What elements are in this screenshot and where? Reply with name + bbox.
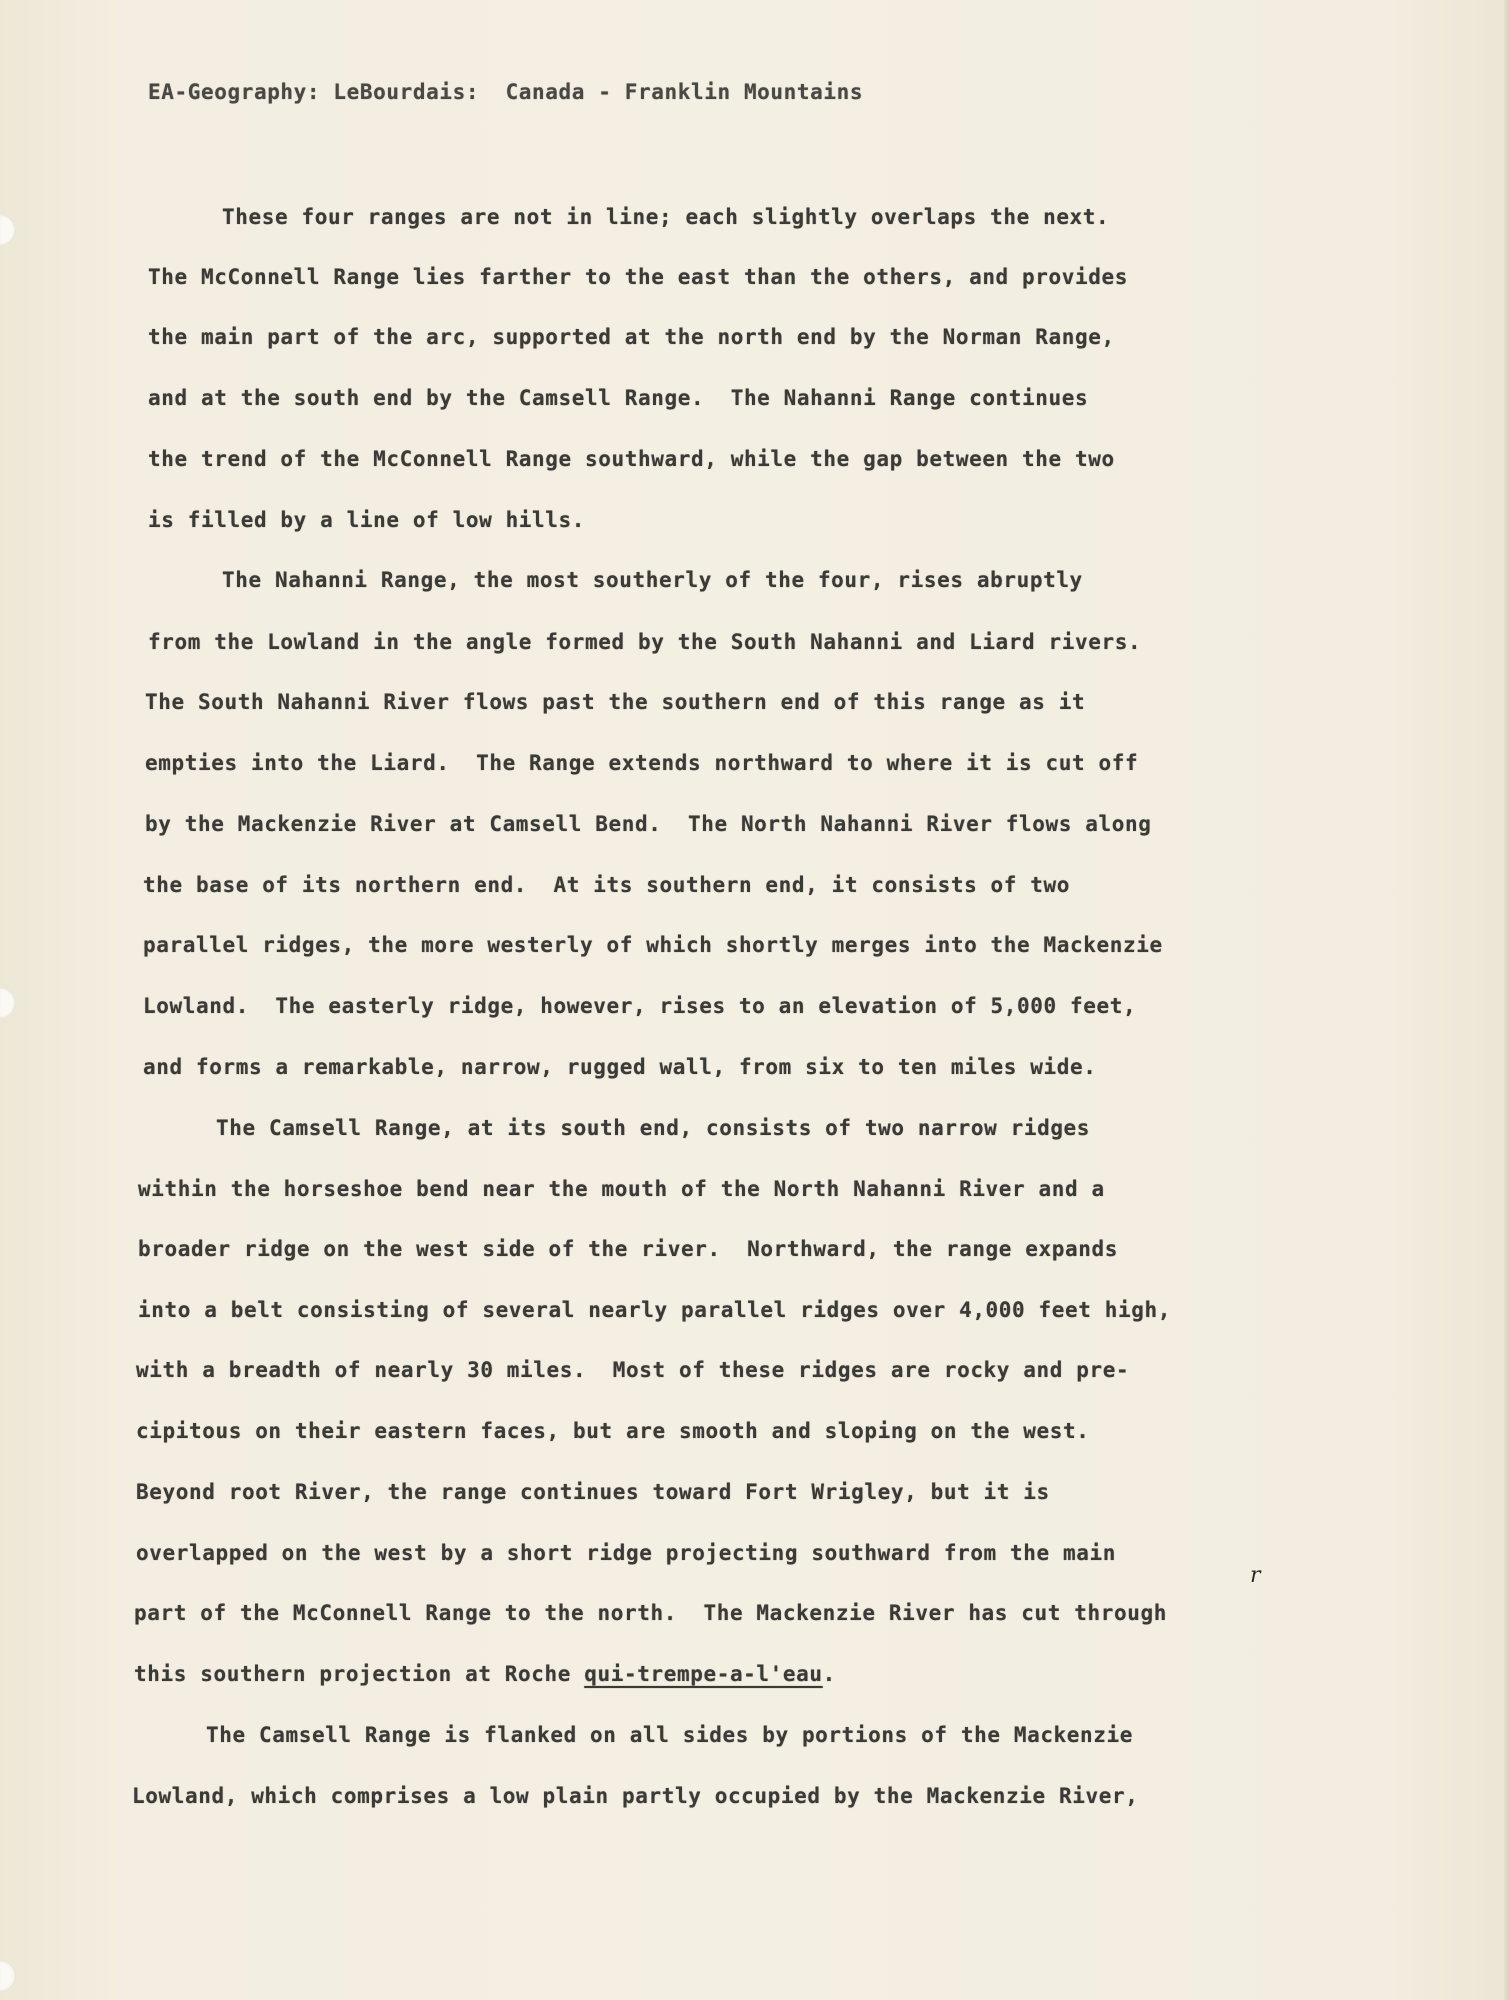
text-line: is filled by a line of low hills. [148, 508, 586, 532]
line-end-period: . [822, 1662, 836, 1686]
text-line: empties into the Liard. The Range extends northward to where it is cut off [145, 751, 1139, 775]
text-line: Lowland. The easterly ridge, however, rises to an elevation of 5,000 feet, [143, 994, 1137, 1018]
text-line: the trend of the McConnell Range southward, while the gap between the two [148, 447, 1115, 471]
document-header: EA-Geography: LeBourdais: Canada - Franklin Mountains [148, 80, 864, 104]
text-line: cipitous on their eastern faces, but are smooth and sloping on the west. [136, 1419, 1090, 1443]
text-line: The Nahanni Range, the most southerly of the four, rises abruptly [222, 568, 1083, 592]
text-line: The Camsell Range is flanked on all sides by portions of the Mackenzie [206, 1723, 1134, 1747]
handwritten-correction-mark: r [1250, 1563, 1261, 1588]
text-line: The South Nahanni River flows past the southern end of this range as it [145, 690, 1086, 714]
text-line: with a breadth of nearly 30 miles. Most of these ridges are rocky and pre- [136, 1358, 1130, 1382]
text-line: the base of its northern end. At its southern end, it consists of two [143, 873, 1071, 897]
text-line: and forms a remarkable, narrow, rugged wall, from six to ten miles wide. [143, 1055, 1097, 1079]
text-line [134, 1662, 836, 1686]
text-line: from the Lowland in the angle formed by the South Nahanni and Liard rivers. [148, 630, 1142, 654]
punch-hole [0, 988, 16, 1018]
text-line: by the Mackenzie River at Camsell Bend. The North Nahanni River flows along [145, 812, 1152, 836]
text-line: Lowland, which comprises a low plain partly occupied by the Mackenzie River, [132, 1784, 1139, 1808]
punch-hole [0, 1961, 16, 1991]
text-line: The Camsell Range, at its south end, consists of two narrow ridges [216, 1116, 1091, 1140]
text-line: The McConnell Range lies farther to the east than the others, and provides [148, 265, 1128, 289]
text-line: overlapped on the west by a short ridge projecting southward from the main [136, 1541, 1116, 1565]
text-line: parallel ridges, the more westerly of which shortly merges into the Mackenzie [143, 933, 1163, 957]
page-edge-shadow [1503, 0, 1509, 2000]
underlined-place-name: qui-trempe-a-l'eau [584, 1662, 823, 1686]
text-line: into a belt consisting of several nearly parallel ridges over 4,000 feet high, [138, 1298, 1171, 1322]
text-line: broader ridge on the west side of the river. Northward, the range expands [138, 1237, 1118, 1261]
text-line: the main part of the arc, supported at the north end by the Norman Range, [148, 325, 1115, 349]
punch-hole [0, 215, 16, 245]
text-line: Beyond root River, the range continues toward Fort Wrigley, but it is [136, 1480, 1050, 1504]
text-line-start: this southern projection at Roche [134, 1662, 585, 1686]
text-line: within the horseshoe bend near the mouth of the North Nahanni River and a [138, 1177, 1105, 1201]
text-line: and at the south end by the Camsell Range. The Nahanni Range continues [148, 386, 1089, 410]
text-line: These four ranges are not in line; each slightly overlaps the next. [222, 205, 1110, 229]
text-line: part of the McConnell Range to the north. The Mackenzie River has cut through [134, 1601, 1167, 1625]
